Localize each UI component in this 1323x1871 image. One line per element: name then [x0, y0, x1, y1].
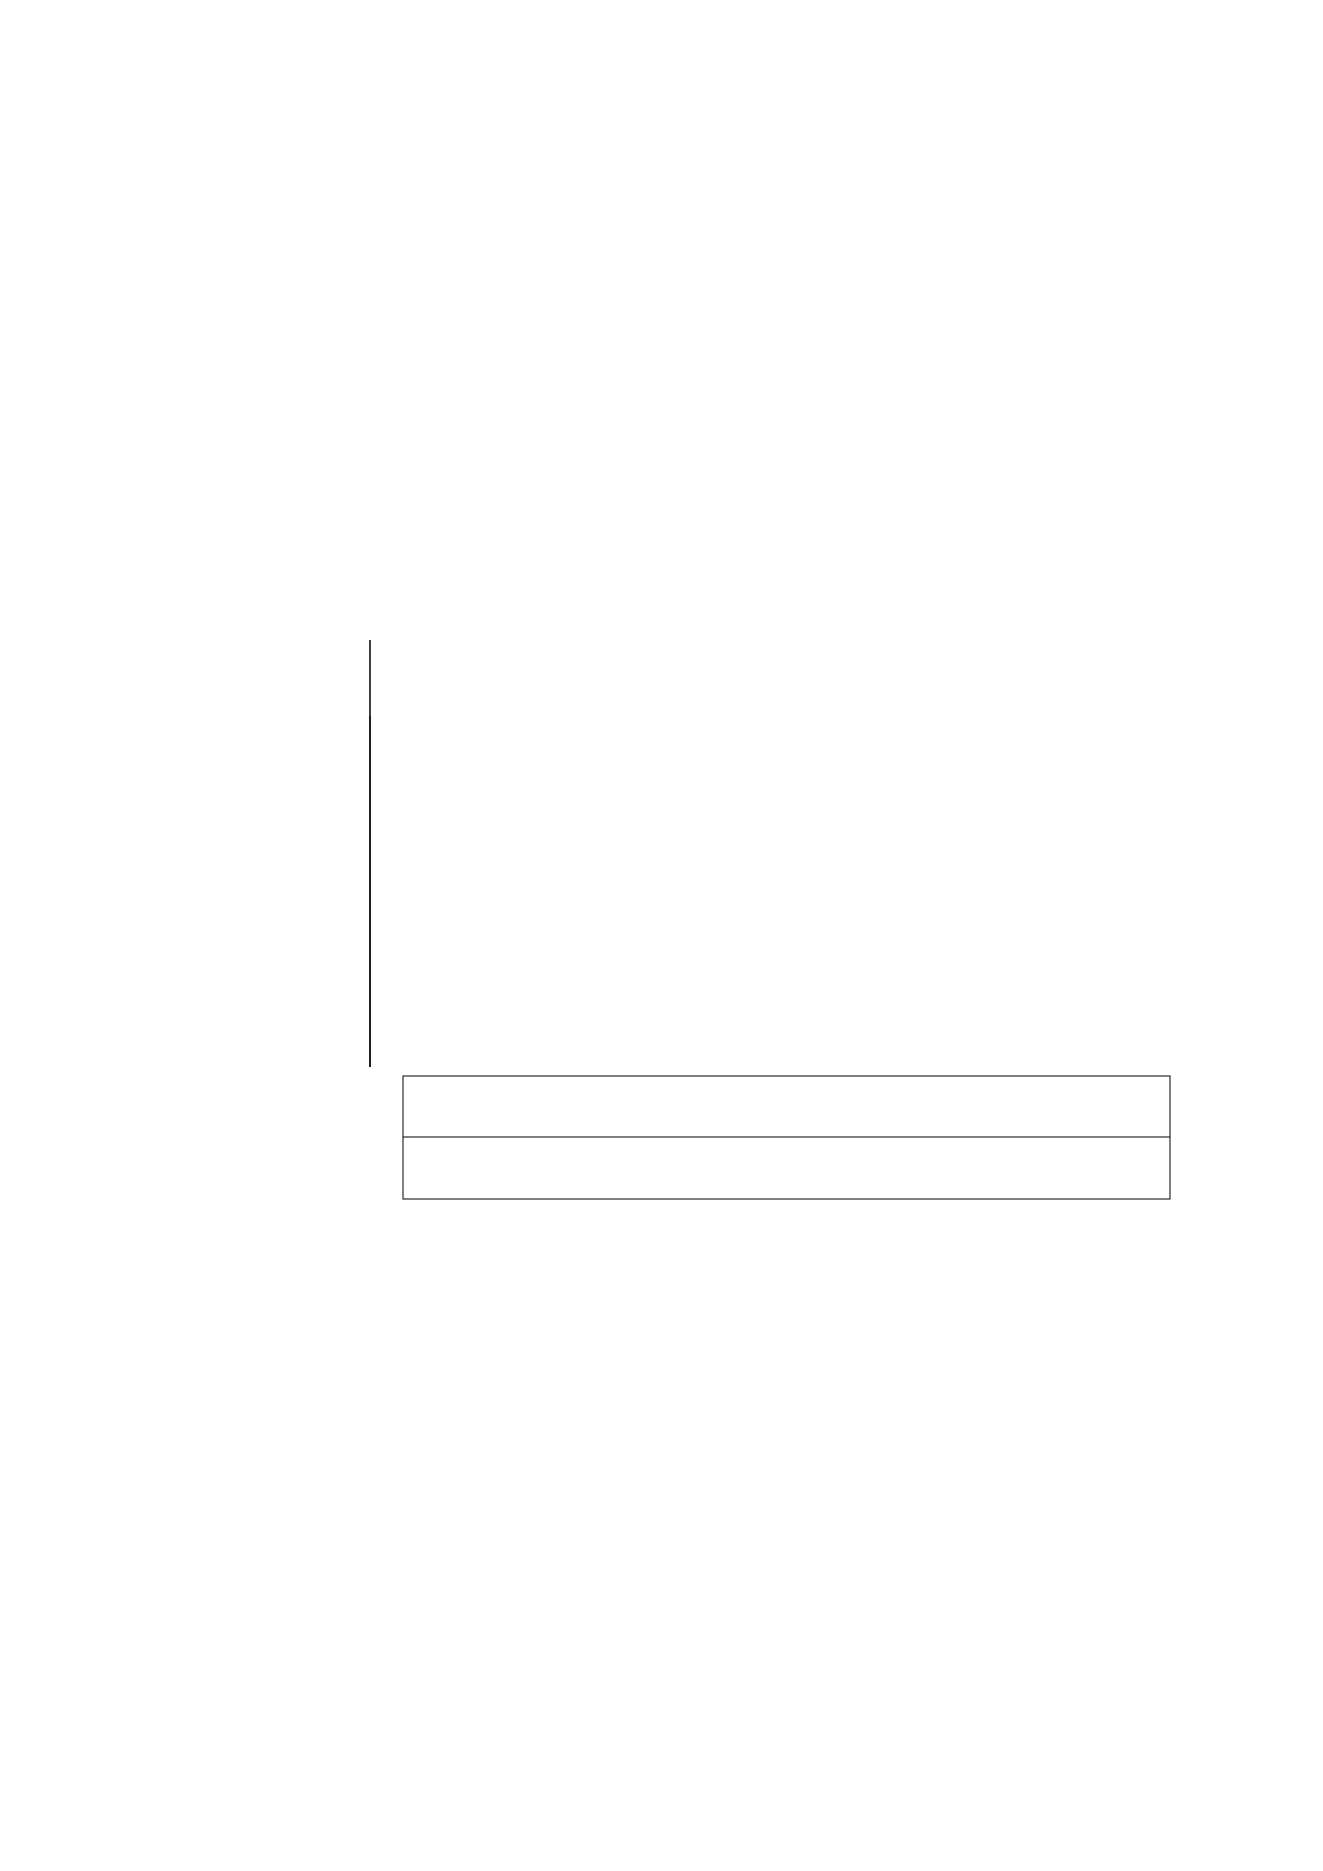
cluster-dendrogram-figure — [240, 640, 1180, 1210]
